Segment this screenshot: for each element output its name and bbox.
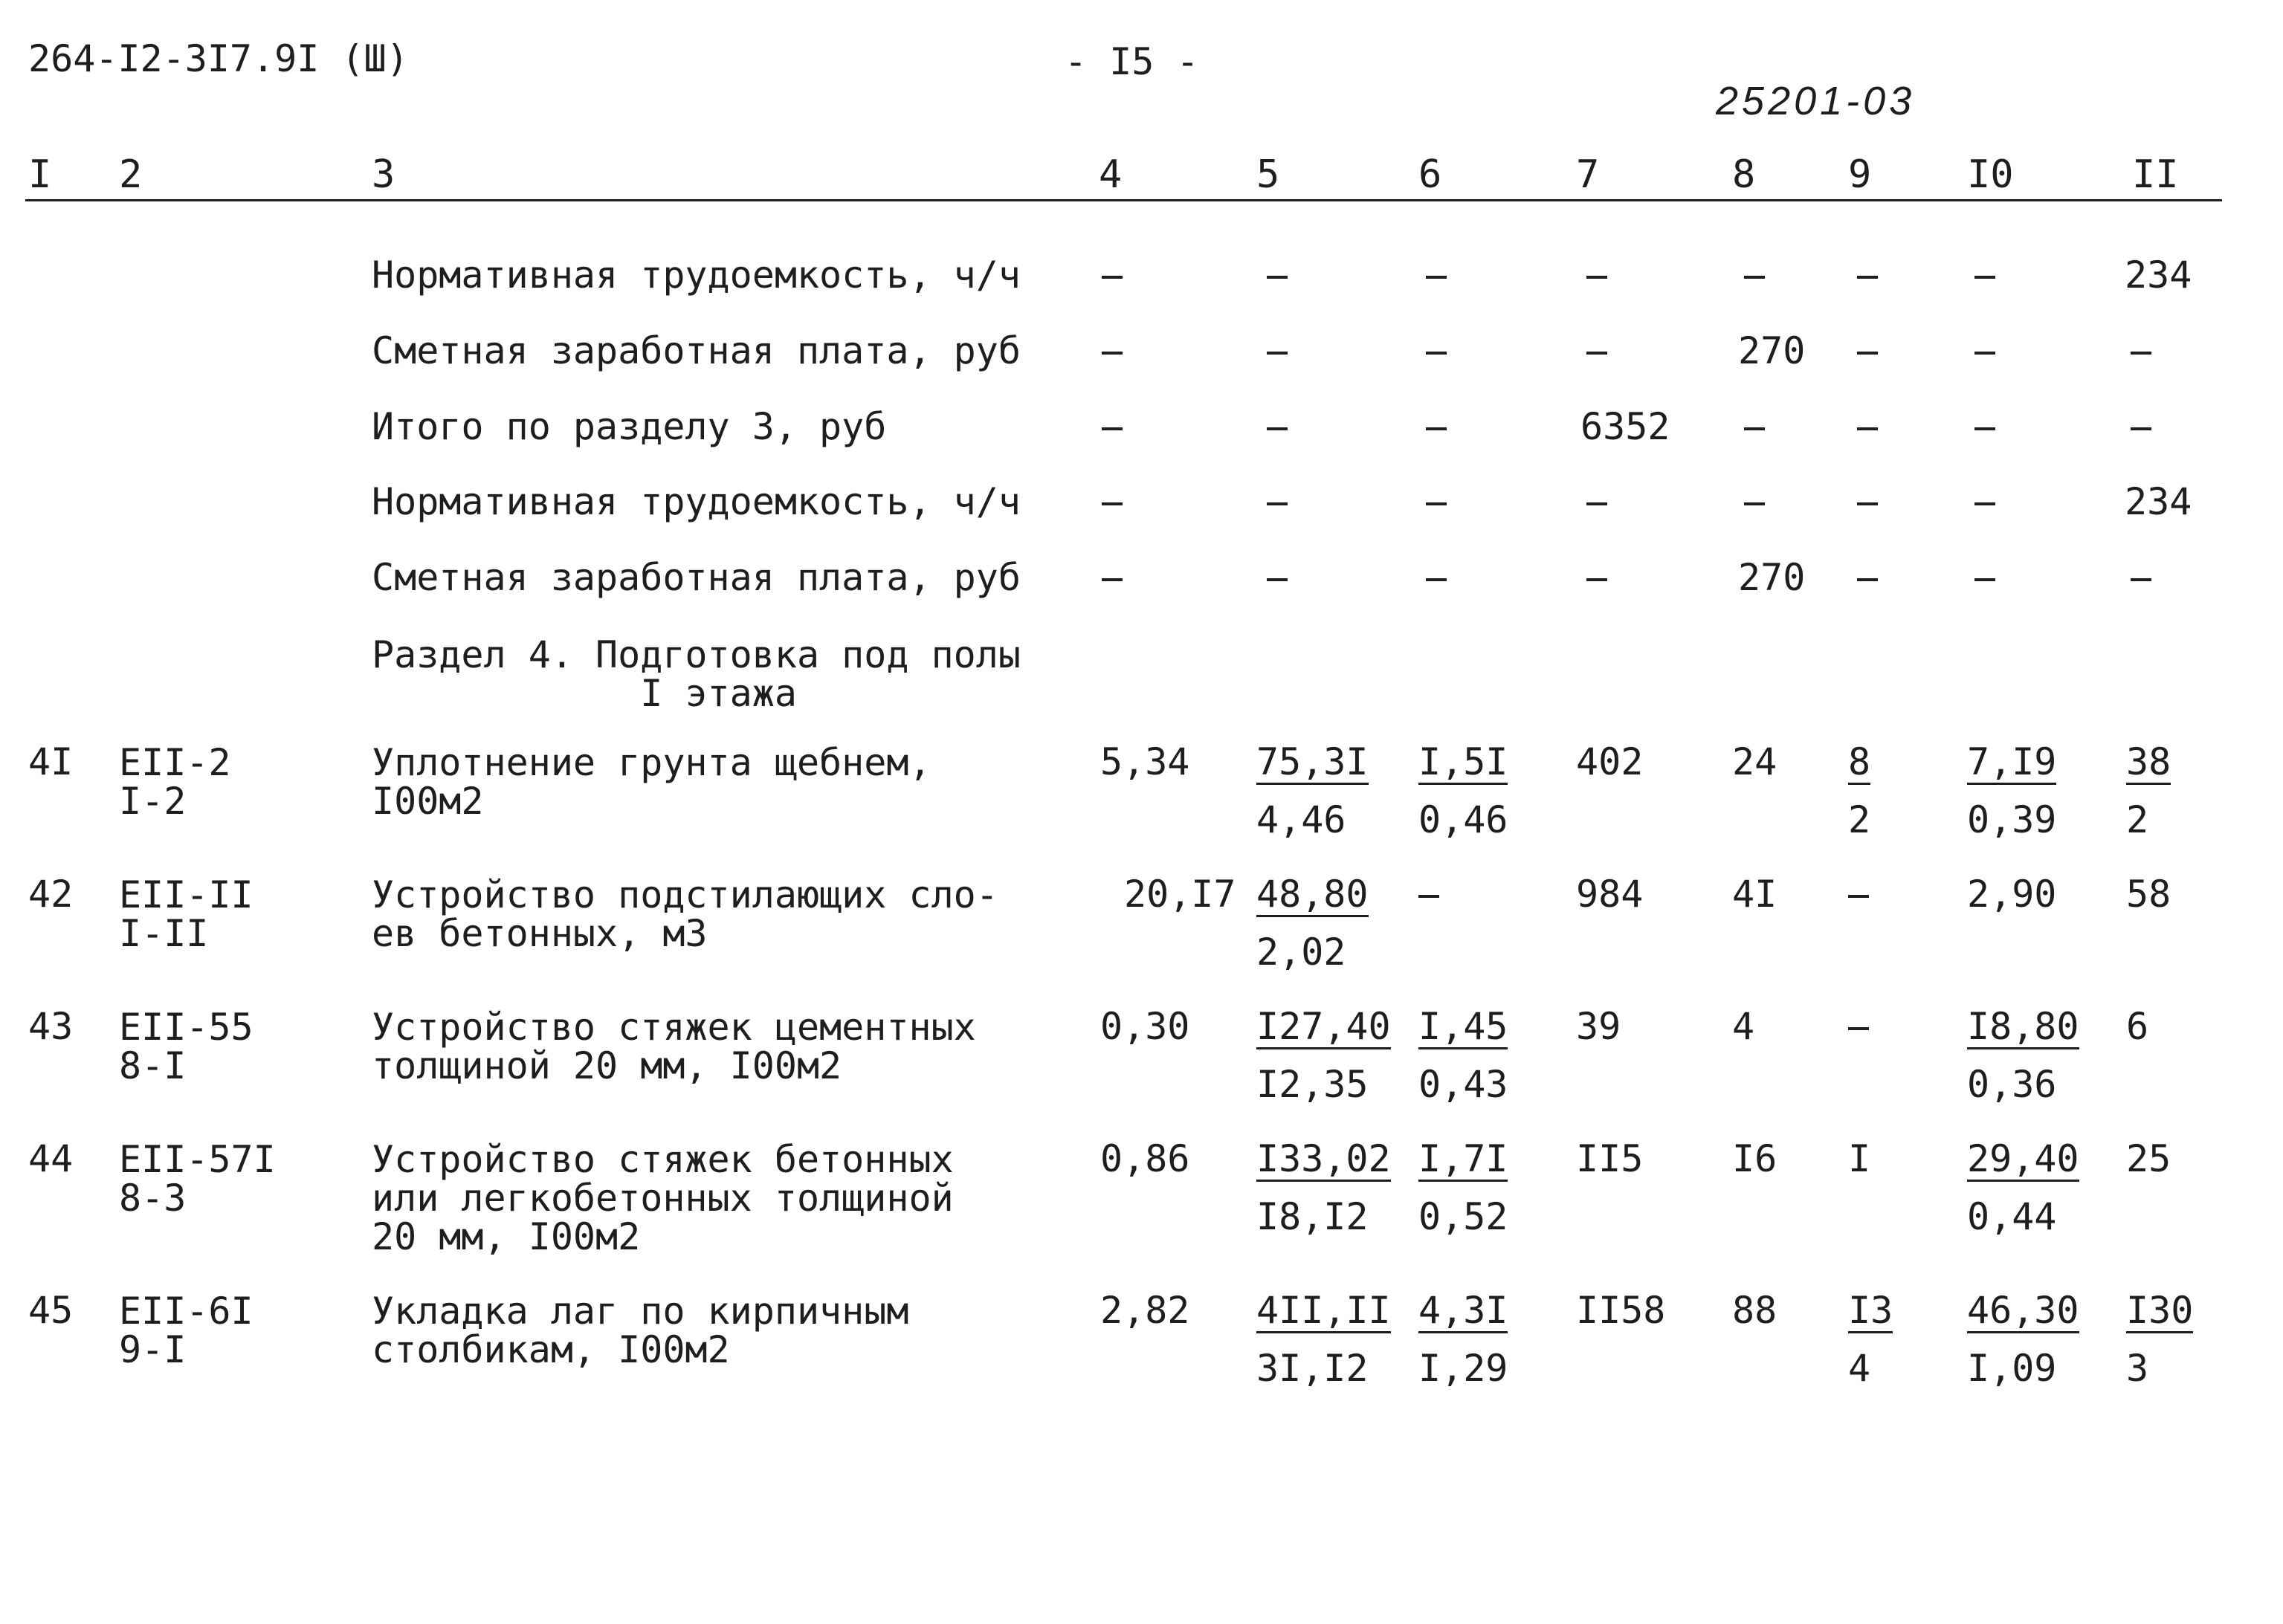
item-col-6 [1418, 1005, 1508, 1106]
summary-dash [1974, 578, 1995, 581]
item-col-8: 24 [1732, 740, 1777, 783]
summary-dash [1267, 276, 1288, 279]
item-col-11-bottom: 3 [2126, 1347, 2149, 1390]
item-description: Устройство стяжек бетонных или легкобетонных толщиной 20 мм, I00м2 [372, 1138, 954, 1258]
column-header-6: 6 [1418, 152, 1442, 197]
item-col-10: 2,90 [1967, 873, 2057, 916]
item-col-9-dash [1848, 1027, 1869, 1030]
item-col-5-top: 75,3I [1256, 740, 1369, 783]
item-code: EII-II I-II [119, 873, 254, 955]
item-col-4: 5,34 [1100, 740, 1190, 783]
item-col-6-bottom: I,29 [1418, 1347, 1508, 1390]
item-col-7: 402 [1576, 740, 1644, 783]
item-col-10-top: I8,80 [1967, 1005, 2079, 1048]
summary-dash [1857, 352, 1878, 355]
item-col-5-bottom: 3I,I2 [1256, 1347, 1369, 1390]
item-col-10 [1967, 1005, 2079, 1106]
item-col-8: 4 [1732, 1005, 1755, 1048]
item-col-11-bottom: 2 [2126, 798, 2149, 841]
item-col-5 [1256, 1289, 1391, 1390]
column-header-5: 5 [1256, 152, 1280, 197]
item-col-6-dash [1418, 895, 1439, 898]
summary-value: 270 [1738, 329, 1806, 372]
item-col-6-bottom: 0,46 [1418, 798, 1508, 841]
item-col-7: 984 [1576, 873, 1644, 916]
summary-dash [1586, 578, 1607, 581]
summary-dash [1857, 427, 1878, 430]
item-col-7: II5 [1576, 1137, 1644, 1180]
item-col-6 [1418, 1289, 1508, 1390]
item-col-4: 20,I7 [1124, 873, 1236, 916]
handwritten-stamp-number: 25201-03 [1716, 79, 1916, 123]
summary-dash [1102, 427, 1123, 430]
column-header-4: 4 [1099, 152, 1123, 197]
item-col-5 [1256, 1137, 1391, 1238]
summary-dash [1857, 578, 1878, 581]
item-code: EII-57I 8-3 [119, 1138, 276, 1220]
item-col-6 [1418, 740, 1508, 841]
document-code: 264-I2-3I7.9I (Ш) [28, 37, 409, 80]
item-col-7: II58 [1576, 1289, 1666, 1332]
item-col-11: 25 [2126, 1137, 2171, 1180]
item-col-8: 88 [1732, 1289, 1777, 1332]
item-description: Укладка лаг по кирпичным столбикам, I00м2 [372, 1290, 909, 1371]
item-number: 43 [28, 1005, 74, 1048]
summary-dash [1426, 276, 1447, 279]
item-col-10-top: 7,I9 [1967, 740, 2057, 783]
column-header-2: 2 [119, 152, 143, 197]
item-code: EII-6I 9-I [119, 1290, 254, 1371]
summary-dash [1426, 502, 1447, 505]
item-col-9 [1848, 740, 1871, 841]
item-col-5-top: 4II,II [1256, 1289, 1391, 1332]
summary-dash [1744, 502, 1765, 505]
item-col-4: 2,82 [1100, 1289, 1190, 1332]
item-col-9-top: I3 [1848, 1289, 1893, 1332]
item-number: 45 [28, 1289, 74, 1332]
item-col-8: I6 [1732, 1137, 1777, 1180]
summary-dash [1267, 578, 1288, 581]
item-col-9-bottom: 2 [1848, 798, 1871, 841]
item-col-11: 6 [2126, 1005, 2149, 1048]
item-col-9-bottom: 4 [1848, 1347, 1871, 1390]
summary-dash [1426, 352, 1447, 355]
summary-dash [1857, 502, 1878, 505]
summary-dash [2131, 427, 2151, 430]
summary-value: 234 [2125, 253, 2192, 297]
item-col-5-bottom: I8,I2 [1256, 1195, 1369, 1238]
item-number: 44 [28, 1137, 74, 1180]
item-col-5-bottom: 4,46 [1256, 798, 1346, 841]
item-col-10-bottom: 0,39 [1967, 798, 2057, 841]
summary-dash [1586, 352, 1607, 355]
item-col-4: 0,86 [1100, 1137, 1190, 1180]
item-col-6-bottom: 0,43 [1418, 1063, 1508, 1106]
item-code: EII-2 I-2 [119, 741, 231, 823]
column-header-9: 9 [1848, 152, 1872, 197]
item-col-5-bottom: I2,35 [1256, 1063, 1369, 1106]
item-col-10-bottom: 0,44 [1967, 1195, 2057, 1238]
summary-dash [1426, 427, 1447, 430]
summary-dash [1974, 502, 1995, 505]
summary-dash [1974, 352, 1995, 355]
summary-dash [1974, 276, 1995, 279]
summary-dash [1102, 578, 1123, 581]
summary-dash [1102, 276, 1123, 279]
page-number: - I5 - [1065, 40, 1199, 83]
summary-dash [1102, 352, 1123, 355]
item-col-8: 4I [1732, 873, 1777, 916]
summary-dash [1744, 276, 1765, 279]
column-header-3: 3 [372, 152, 395, 197]
summary-value: 270 [1738, 556, 1806, 599]
item-col-6-top: I,45 [1418, 1005, 1508, 1048]
summary-label: Сметная заработная плата, руб [372, 556, 1021, 599]
item-col-9 [1848, 1289, 1893, 1390]
item-col-5 [1256, 740, 1369, 841]
summary-dash [1586, 276, 1607, 279]
section-title: Раздел 4. Подготовка под полы I этажа [372, 633, 1021, 715]
item-number: 42 [28, 873, 74, 916]
summary-dash [1744, 427, 1765, 430]
summary-dash [2131, 578, 2151, 581]
item-number: 4I [28, 740, 74, 783]
summary-label: Сметная заработная плата, руб [372, 329, 1021, 372]
item-col-4: 0,30 [1100, 1005, 1190, 1048]
item-col-6-top: I,5I [1418, 740, 1508, 783]
item-col-5-bottom: 2,02 [1256, 931, 1346, 974]
item-col-11 [2126, 1289, 2194, 1390]
item-col-9-dash [1848, 895, 1869, 898]
item-col-10-top: 46,30 [1967, 1289, 2079, 1332]
summary-value: 234 [2125, 480, 2192, 523]
summary-value: 6352 [1580, 405, 1670, 448]
column-header-10: I0 [1967, 152, 2014, 197]
summary-label: Нормативная трудоемкость, ч/ч [372, 480, 1021, 523]
item-col-5-top: I33,02 [1256, 1137, 1391, 1180]
summary-label: Нормативная трудоемкость, ч/ч [372, 253, 1021, 297]
item-col-11 [2126, 740, 2171, 841]
item-col-9-top: 8 [1848, 740, 1871, 783]
item-col-9: I [1848, 1137, 1871, 1180]
summary-dash [2131, 352, 2151, 355]
item-col-10-bottom: I,09 [1967, 1347, 2057, 1390]
column-header-1: I [28, 152, 52, 197]
item-col-5-top: 48,80 [1256, 873, 1369, 916]
item-col-6-top: 4,3I [1418, 1289, 1508, 1332]
summary-label: Итого по разделу 3, руб [372, 405, 887, 448]
item-col-10 [1967, 1137, 2079, 1238]
summary-dash [1267, 427, 1288, 430]
item-description: Устройство подстилающих сло- ев бетонных, м3 [372, 873, 998, 955]
item-col-10-bottom: 0,36 [1967, 1063, 2057, 1106]
summary-dash [1857, 276, 1878, 279]
item-col-11: 58 [2126, 873, 2171, 916]
summary-dash [1267, 352, 1288, 355]
item-col-6-top: I,7I [1418, 1137, 1508, 1180]
header-rule [25, 199, 2222, 201]
summary-dash [1974, 427, 1995, 430]
item-col-11-top: I30 [2126, 1289, 2194, 1332]
summary-dash [1102, 502, 1123, 505]
item-col-11-top: 38 [2126, 740, 2171, 783]
column-header-8: 8 [1732, 152, 1756, 197]
item-col-10-top: 29,40 [1967, 1137, 2079, 1180]
item-description: Устройство стяжек цементных толщиной 20 мм, I00м2 [372, 1006, 976, 1087]
item-col-7: 39 [1576, 1005, 1621, 1048]
summary-dash [1586, 502, 1607, 505]
item-col-10 [1967, 1289, 2079, 1390]
item-col-6-bottom: 0,52 [1418, 1195, 1508, 1238]
summary-dash [1426, 578, 1447, 581]
summary-dash [1267, 502, 1288, 505]
column-header-11: II [2132, 152, 2179, 197]
item-col-5-top: I27,40 [1256, 1005, 1391, 1048]
item-description: Уплотнение грунта щебнем, I00м2 [372, 741, 931, 823]
item-code: EII-55 8-I [119, 1006, 254, 1087]
item-col-5 [1256, 873, 1369, 974]
column-header-7: 7 [1576, 152, 1600, 197]
item-col-10 [1967, 740, 2057, 841]
item-col-5 [1256, 1005, 1391, 1106]
item-col-6 [1418, 1137, 1508, 1238]
